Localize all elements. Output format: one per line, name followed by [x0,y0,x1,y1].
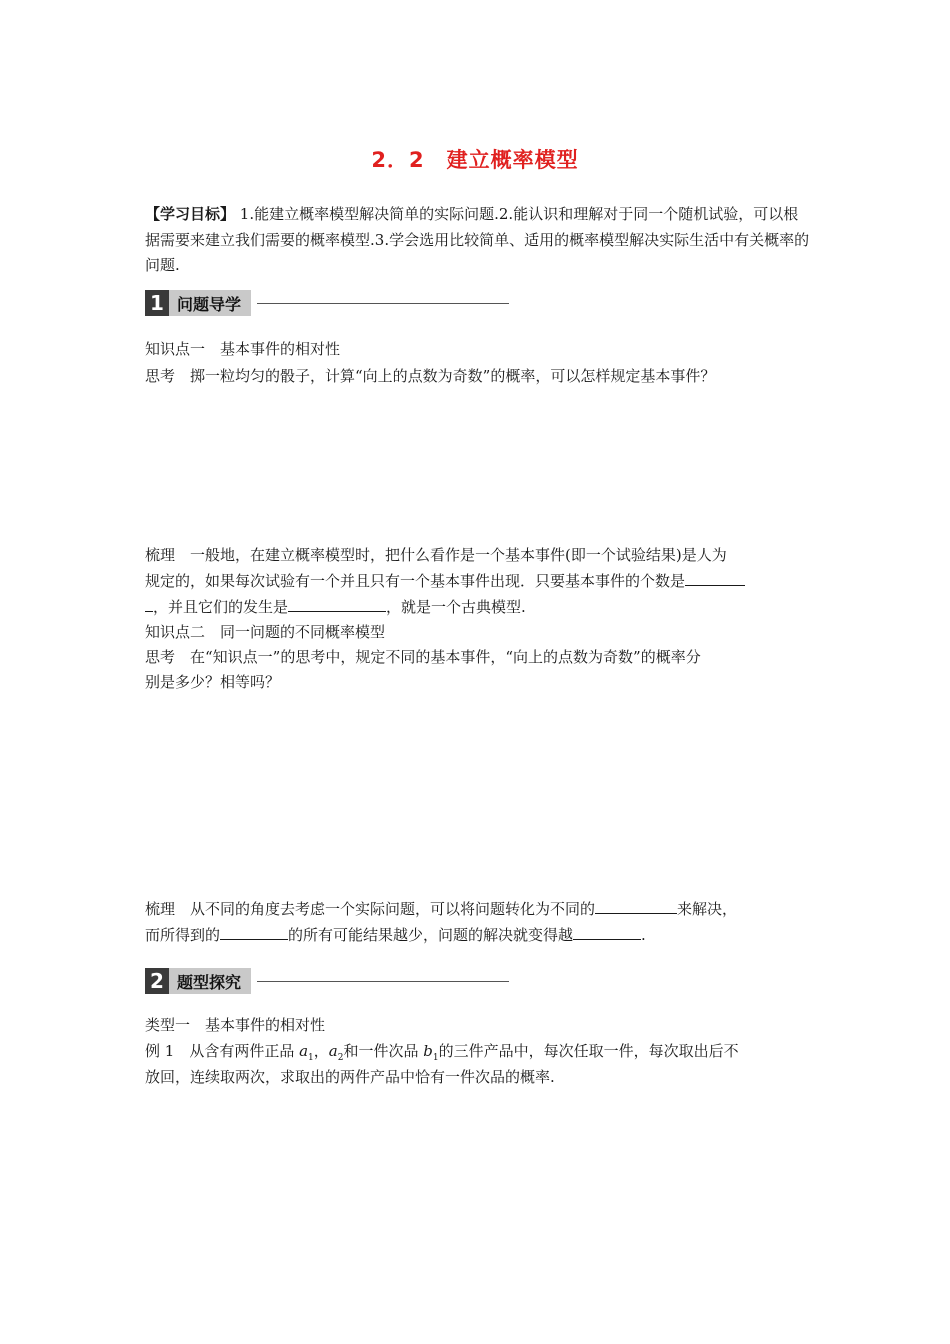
section-rule-1 [257,303,509,304]
summary-text: 从不同的角度去考虑一个实际问题，可以将问题转化为不同的 [190,900,596,918]
section-label-2: 题型探究 [169,968,251,994]
section-header-2 [145,968,509,994]
section-rule-2 [257,981,509,982]
page-title: 2．2 建立概率模型 [371,148,579,172]
knowledge-point-1-think [145,364,715,390]
subscript: 1 [308,1053,314,1063]
fill-blank[interactable] [288,595,386,612]
think-text: 掷一粒均匀的骰子，计算“向上的点数为奇数”的概率，可以怎样规定基本事件？ [190,367,716,385]
variable-a: a [299,1042,309,1060]
think-label: 思考 [145,367,176,385]
summary-label: 梳理 [145,546,176,564]
subscript: 2 [337,1053,344,1063]
example-text: 从含有两件正品 [189,1042,300,1060]
summary-text: 来解决， [677,900,738,918]
fill-blank[interactable] [595,897,677,914]
fill-blank[interactable] [685,569,745,586]
knowledge-point-1-summary-line-1 [145,543,727,569]
knowledge-point-2-think-line-1 [145,645,701,671]
knowledge-point-1-summary-line-3 [145,595,526,621]
summary-text: 而所得到的 [145,926,221,944]
section-number-2: 2 [145,968,169,994]
variable-a: a [328,1042,338,1060]
example-text: 和一件次品 [343,1042,424,1060]
variable-b: b [423,1042,433,1060]
knowledge-point-1-heading: 知识点一 基本事件的相对性 [145,340,341,358]
example-text: 的三件产品中，每次任取一件，每次取出后不 [438,1042,739,1060]
summary-label: 梳理 [145,900,176,918]
summary-text: ，就是一个古典模型. [386,598,526,616]
fill-blank[interactable] [220,923,288,940]
summary-text: 一般地，在建立概率模型时，把什么看作是一个基本事件(即一个试验结果)是人为 [190,546,727,564]
example-label: 例 1 [145,1042,175,1060]
summary-text: . [641,926,646,944]
knowledge-point-2-think-line-2: 别是多少？相等吗？ [145,673,281,691]
subscript: 1 [432,1053,439,1063]
summary-text: ，并且它们的发生是 [153,598,289,616]
section-header-1 [145,290,509,316]
section-number-1: 1 [145,290,169,316]
think-text: 在“知识点一”的思考中，规定不同的基本事件，“向上的点数为奇数”的概率分 [190,648,701,666]
knowledge-point-1-summary-line-2 [145,569,745,595]
knowledge-point-2-summary-line-2 [145,923,646,949]
section-label-1: 问题导学 [169,290,251,316]
example-text: ， [313,1042,329,1060]
think-label: 思考 [145,648,176,666]
fill-blank[interactable] [145,595,153,612]
learning-goals-label: 【学习目标】 [145,205,236,223]
knowledge-point-2-heading: 知识点二 同一问题的不同概率模型 [145,623,386,641]
fill-blank[interactable] [573,923,641,940]
learning-goals [145,202,810,279]
example-1-line-2: 放回，连续取两次，求取出的两件产品中恰有一件次品的概率. [145,1068,555,1086]
summary-text: 的所有可能结果越少，问题的解决就变得越 [288,926,574,944]
learning-goals-text: 1.能建立概率模型解决简单的实际问题.2.能认识和理解对于同一个随机试验，可以根据需要来建立我们需要的概率模型.3.学会选用比较简单、适用的概率模型解决实际生活中有关概率的问题. [145,205,810,274]
summary-text: 规定的，如果每次试验有一个并且只有一个基本事件出现．只要基本事件的个数是 [145,572,686,590]
knowledge-point-2-summary-line-1 [145,897,737,923]
type-1-heading: 类型一 基本事件的相对性 [145,1016,326,1034]
